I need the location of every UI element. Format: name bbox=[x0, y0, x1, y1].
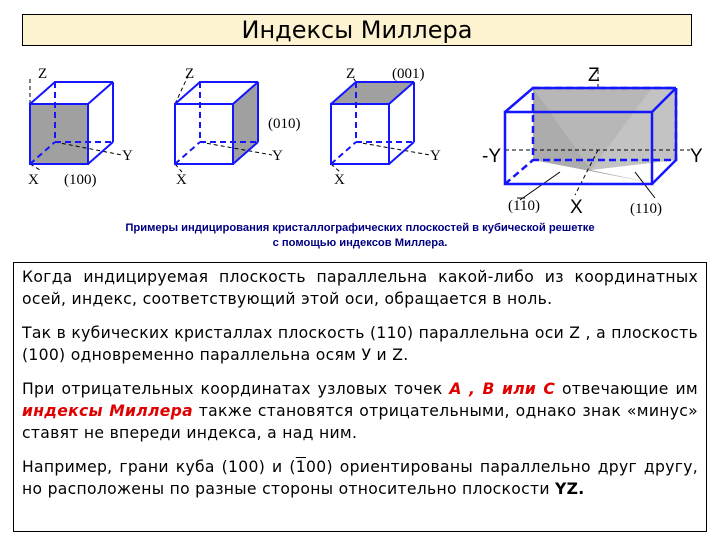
p3-part-a: При отрицательных координатах узловых точек bbox=[22, 380, 450, 398]
cube1-y-label: Y bbox=[122, 148, 133, 164]
p4-plane-yz: YZ. bbox=[555, 480, 585, 498]
cube2-z-label: Z bbox=[185, 66, 195, 82]
cube-100 bbox=[28, 66, 133, 188]
big-cube-z-label: Z bbox=[588, 65, 600, 86]
paragraph-4 bbox=[22, 456, 698, 500]
paragraph-1: Когда индицируемая плоскость параллельна какой-либо из координатных осей, индекс, соответствующий этой оси, обращается в ноль. bbox=[22, 268, 698, 308]
cube3-y-label: Y bbox=[430, 148, 441, 164]
cube3-index-label: (001) bbox=[392, 66, 425, 82]
miller-cubes-diagram bbox=[0, 48, 720, 223]
big-cube-y-label: Y bbox=[690, 146, 703, 167]
cube2-index-label: (010) bbox=[268, 116, 301, 132]
cube1-index-label: (100) bbox=[64, 172, 97, 188]
explanation-text-box bbox=[13, 262, 707, 532]
paragraph-3 bbox=[22, 378, 698, 444]
p4-overlined-digit: 1 bbox=[295, 458, 307, 476]
big-cube-index-right: (110) bbox=[630, 201, 662, 217]
figure-caption bbox=[40, 221, 680, 251]
cube1-z-label: Z bbox=[38, 66, 48, 82]
cube-001 bbox=[331, 66, 441, 188]
cube-010 bbox=[175, 66, 301, 188]
plane-100 bbox=[30, 104, 88, 164]
cube3-z-label: Z bbox=[346, 66, 356, 82]
p3-highlight-miller: индексы Миллера bbox=[22, 402, 193, 420]
p3-part-e: также становятся отрицательными, однако знак «минус» ставят не впереди индекса, а над ним. bbox=[22, 402, 698, 442]
p3-highlight-abc: А , В или С bbox=[449, 380, 556, 398]
cube1-x-label: X bbox=[28, 172, 39, 188]
cube-110 bbox=[482, 65, 703, 218]
title-box bbox=[22, 14, 692, 46]
p4-part-b: 00) ориентированы параллельно друг другу, но расположены по разные стороны относительно плоскости bbox=[22, 458, 699, 498]
caption-line-1: Примеры индицирования кристаллографических плоскостей в кубической решетке bbox=[125, 222, 595, 234]
cube2-y-label: Y bbox=[272, 148, 283, 164]
page-title: Индексы Миллера bbox=[241, 16, 473, 44]
paragraph-2: Так в кубических кристаллах плоскость (110) параллельна оси Z , а плоскость (100) одновременно параллельна осям У и Z. bbox=[22, 324, 698, 364]
p3-part-c: отвечающие им bbox=[555, 380, 698, 398]
p4-part-a: Например, грани куба (100) и ( bbox=[22, 458, 296, 476]
big-cube-index-left: (110) bbox=[508, 198, 540, 214]
caption-line-2: с помощью индексов Миллера. bbox=[272, 237, 448, 249]
big-cube-x-label: X bbox=[570, 197, 583, 218]
big-cube-neg-y-label: -Y bbox=[482, 146, 501, 167]
cube3-x-label: X bbox=[334, 172, 345, 188]
cube2-x-label: X bbox=[176, 172, 187, 188]
